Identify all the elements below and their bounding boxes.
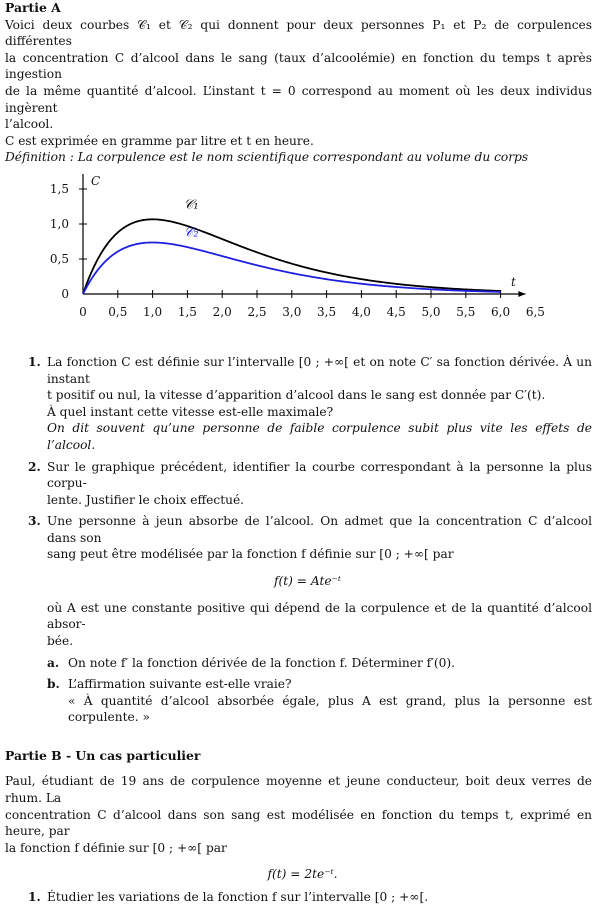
question-a1-note: On dit souvent qu’une personne de faible corpulence subit plus vite les effets de l’alcool. (47, 421, 592, 452)
question-a3a-text: On note f′ la fonction dérivée de la fonction f. Déterminer f′(0). (68, 656, 456, 671)
question-b1-number: 1. (28, 889, 41, 904)
x-tick-label: 1,5 (177, 304, 197, 319)
part-b-intro-line-2: concentration C d’alcool dans son sang est modélisée en fonction du temps t, exprimé en heure, par (5, 807, 592, 839)
x-tick-label: 2,0 (212, 304, 232, 319)
curve-1-label: 𝒞₁ (183, 197, 199, 213)
concentration-chart (5, 166, 592, 346)
curve-2 (83, 242, 501, 294)
question-b1 (5, 889, 592, 906)
x-axis-arrow (518, 291, 525, 297)
x-tick-label: 6,0 (491, 304, 511, 319)
question-a2-line-1: Sur le graphique précédent, identifier la courbe correspondant à la personne la plus corpu- (47, 459, 592, 491)
x-tick-label: 3,5 (317, 304, 337, 319)
x-tick-label: 6,5 (525, 304, 545, 319)
question-a2 (5, 459, 592, 509)
question-a1 (5, 354, 592, 454)
question-a1-number: 1. (28, 354, 41, 369)
x-tick-label: 3,0 (282, 304, 302, 319)
exercise-page (5, 0, 592, 906)
part-a-title: Partie A (5, 0, 61, 15)
question-a2-number: 2. (28, 459, 41, 474)
x-tick-label: 5,5 (456, 304, 476, 319)
y-tick-label: 1,0 (49, 216, 69, 231)
question-a3b-letter: b. (47, 677, 60, 692)
curve-1 (83, 219, 501, 294)
question-a3a (5, 655, 592, 672)
part-b-intro-line-1: Paul, étudiant de 19 ans de corpulence moyenne et jeune conducteur, boit deux verres de rhum. La (5, 774, 592, 805)
question-b1-text: Étudier les variations de la fonction f sur l’intervalle [0 ; +∞[. (47, 889, 429, 904)
question-a3 (5, 513, 592, 563)
x-axis-label: t (511, 274, 516, 289)
part-a-intro-line-4: l’alcool. (5, 117, 54, 132)
part-b-intro-line-3: la fonction f définie sur [0 ; +∞[ par (5, 840, 227, 855)
y-axis-label: C (91, 173, 101, 188)
part-a-intro-line-2: la concentration C d’alcool dans le sang (taux d’alcoolémie) en fonction du temps t après ingestion (5, 50, 592, 82)
part-a-intro-line-1: Voici deux courbes 𝒞₁ et 𝒞₂ qui donnent pour deux personnes P₁ et P₂ de corpulences différentes (5, 17, 592, 49)
part-a-intro-line-3: de la même quantité d’alcool. L’instant t = 0 correspond au moment où les deux individus ingèrent (5, 83, 592, 115)
x-tick-label: 0 (79, 304, 87, 319)
question-a3-line-2: sang peut être modélisée par la fonction f définie sur [0 ; +∞[ par (47, 547, 454, 562)
question-a3-after-line-1: où A est une constante positive qui dépend de la corpulence et de la quantité d’alcool absor- (47, 600, 592, 632)
question-a3-after (5, 600, 592, 650)
question-a2-line-2: lente. Justifier le choix effectué. (47, 492, 245, 507)
x-tick-label: 4,5 (386, 304, 406, 319)
question-a1-line-3: À quel instant cette vitesse est-elle maximale? (47, 404, 334, 419)
question-a3b (5, 676, 592, 726)
chart-marks (83, 198, 501, 294)
part-a-units: C est exprimée en gramme par litre et t en heure. (5, 133, 314, 148)
question-a3b-quote: « À quantité d’alcool absorbée égale, plus A est grand, plus la personne est corpulente. » (68, 693, 592, 725)
question-a3-number: 3. (28, 514, 41, 529)
x-tick-label: 1,0 (143, 304, 163, 319)
part-a-definition: Définition : La corpulence est le nom scientifique correspondant au volume du corps (5, 150, 529, 165)
y-tick-label: 1,5 (49, 181, 69, 196)
chart-axes (50, 174, 545, 319)
part-b-title: Partie B - Un cas particulier (5, 747, 201, 763)
question-a1-line-1: La fonction C est définie sur l’intervalle [0 ; +∞[ et on note C′ sa fonction dérivée. À un instant (47, 354, 592, 386)
curve-2-label: 𝒞₂ (183, 225, 199, 241)
x-tick-label: 2,5 (247, 304, 267, 319)
question-a3b-text: L’affirmation suivante est-elle vraie? (68, 677, 292, 692)
question-a1-line-2: t positif ou nul, la vitesse d’apparition d’alcool dans le sang est donnée par C′(t). (47, 388, 546, 403)
part-b-equation: f(t) = 2te⁻ᵗ. (267, 867, 338, 882)
y-tick-label: 0,5 (49, 251, 69, 266)
question-a3-line-1: Une personne à jeun absorbe de l’alcool. On admet que la concentration C d’alcool dans son (47, 514, 592, 545)
x-tick-label: 4,0 (351, 304, 371, 319)
x-tick-label: 5,0 (421, 304, 441, 319)
y-tick-label: 0 (61, 286, 69, 301)
x-tick-label: 0,5 (108, 304, 128, 319)
question-a3a-letter: a. (47, 656, 60, 671)
question-a3-equation: f(t) = Ate⁻ᵗ (273, 574, 341, 589)
question-a3-after-line-2: bée. (47, 633, 74, 648)
